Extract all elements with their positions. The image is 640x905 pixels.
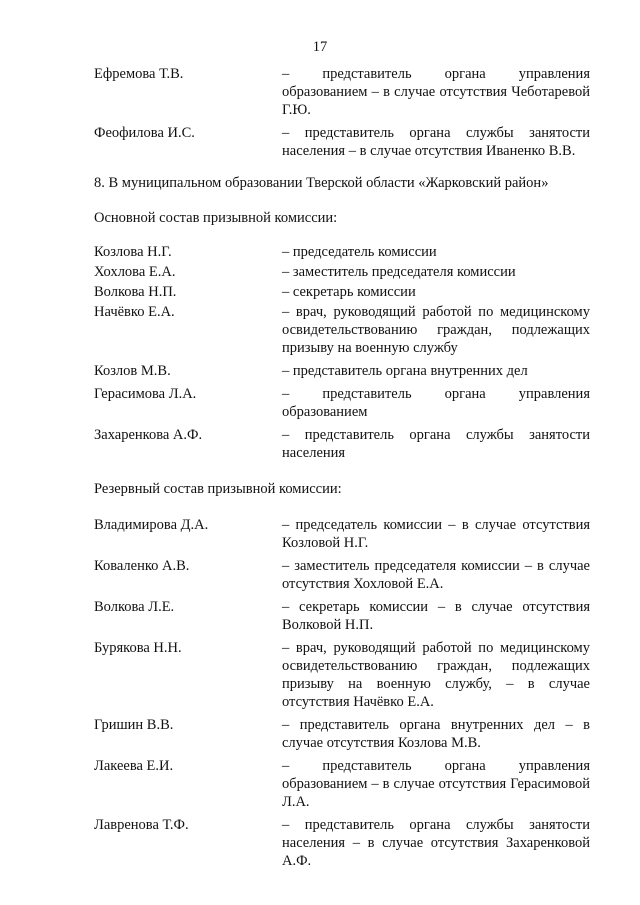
entry-row — [94, 639, 590, 711]
member-name: Феофилова И.С. — [94, 125, 195, 141]
entry-row — [94, 557, 590, 593]
entry-row — [94, 598, 590, 634]
member-name: Ефремова Т.В. — [94, 66, 184, 82]
member-role: – представитель органа внутренних дел – в случае отсутствия Козлова М.В. — [282, 717, 590, 751]
member-name: Козлова Н.Г. — [94, 244, 172, 260]
main-composition-title: Основной состав призывной комиссии: — [94, 210, 338, 226]
member-name: Лавренова Т.Ф. — [94, 817, 189, 833]
member-name: Захаренкова А.Ф. — [94, 427, 203, 443]
member-role: – врач, руководящий работой по медицинскому освидетельствованию граждан, подлежащих призыву на военную службу — [282, 304, 590, 356]
entry-row — [94, 263, 590, 281]
entry-row — [94, 362, 590, 380]
member-name: Хохлова Е.А. — [94, 264, 176, 280]
entry-row — [94, 757, 590, 811]
entry-row — [94, 816, 590, 870]
member-role: – представитель органа службы занятости населения – в случае отсутствия Захаренковой А.Ф. — [282, 817, 590, 869]
member-name: Козлов М.В. — [94, 363, 171, 379]
member-role: – председатель комиссии – в случае отсутствия Козловой Н.Г. — [282, 517, 590, 551]
member-name: Волкова Н.П. — [94, 284, 177, 300]
member-role: – представитель органа службы занятости населения — [282, 427, 590, 461]
entry-row — [94, 385, 590, 421]
member-role: – председатель комиссии — [282, 244, 437, 260]
document-body — [94, 65, 590, 875]
member-role: – представитель органа управления образованием – в случае отсутствия Чеботаревой Г.Ю. — [282, 66, 590, 118]
section-heading: 8. В муниципальном образовании Тверской области «Жарковский район» — [94, 175, 549, 191]
entry-row — [94, 65, 590, 119]
member-name: Бурякова Н.Н. — [94, 640, 182, 656]
page-number: 17 — [312, 39, 328, 55]
entry-row — [94, 426, 590, 462]
entry-row — [94, 243, 590, 261]
member-name: Владимирова Д.А. — [94, 517, 209, 533]
member-name: Коваленко А.В. — [94, 558, 190, 574]
member-role: – секретарь комиссии — [282, 284, 416, 300]
member-name: Начёвко Е.А. — [94, 304, 175, 320]
member-role: – врач, руководящий работой по медицинскому освидетельствованию граждан, подлежащих призыву на военную службу, – в случае отсутствия Начёвко Е.А. — [282, 640, 590, 710]
member-name: Лакеева Е.И. — [94, 758, 174, 774]
reserve-composition-title: Резервный состав призывной комиссии: — [94, 481, 342, 497]
member-name: Волкова Л.Е. — [94, 599, 175, 615]
member-name: Гришин В.В. — [94, 717, 174, 733]
member-role: – секретарь комиссии – в случае отсутствия Волковой Н.П. — [282, 599, 590, 633]
entry-row — [94, 716, 590, 752]
member-role: – представитель органа управления образованием — [282, 386, 590, 420]
member-role: – заместитель председателя комиссии – в случае отсутствия Хохловой Е.А. — [282, 558, 590, 592]
entry-row — [94, 283, 590, 301]
member-role: – представитель органа управления образованием – в случае отсутствия Герасимовой Л.А. — [282, 758, 590, 810]
member-name: Герасимова Л.А. — [94, 386, 197, 402]
member-role: – заместитель председателя комиссии — [282, 264, 516, 280]
entry-row — [94, 303, 590, 357]
entry-row — [94, 516, 590, 552]
member-role: – представитель органа службы занятости населения – в случае отсутствия Иваненко В.В. — [282, 125, 590, 159]
entry-row — [94, 124, 590, 160]
member-role: – представитель органа внутренних дел — [282, 363, 528, 379]
